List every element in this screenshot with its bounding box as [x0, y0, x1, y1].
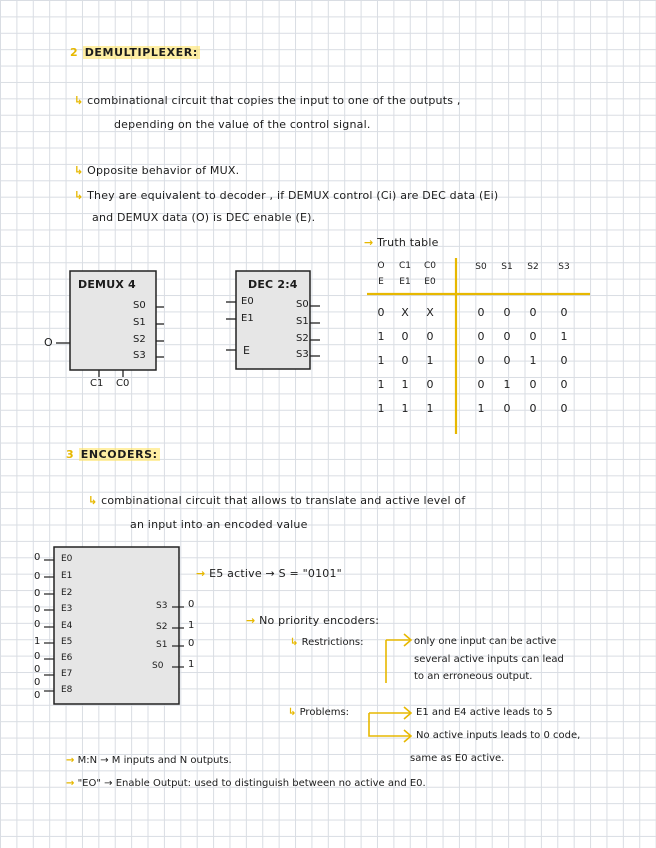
th-c0: C0: [423, 261, 436, 271]
restrictions-label: [290, 637, 363, 648]
cell: 0: [560, 354, 568, 367]
enc-output-s2: S2: [156, 622, 168, 632]
arrow-icon: →: [246, 614, 256, 627]
section-number: 3: [66, 448, 75, 461]
th-c1: C1: [398, 261, 411, 271]
note-mn: [66, 755, 232, 766]
restriction-line: only one input can be active: [414, 636, 557, 647]
cell: 1: [377, 354, 385, 367]
note-2-text: They are equivalent to decoder , if DEMUX control (Ci) are DEC data (Ei): [87, 189, 499, 202]
note-mn-text: M:N → M inputs and N outputs.: [77, 755, 232, 766]
enc-output-value: 0: [188, 638, 195, 649]
cell: 1: [560, 330, 568, 343]
cell: 0: [477, 330, 485, 343]
th-e1: E1: [399, 277, 411, 287]
cell: 0: [401, 330, 409, 343]
section-title: ENCODERS:: [80, 448, 158, 461]
cell: 0: [503, 354, 511, 367]
enc-input-value: 0: [34, 677, 41, 688]
cell: 0: [529, 378, 537, 391]
dec-enable: E: [243, 344, 251, 357]
truth-table-title-text: Truth table: [377, 236, 439, 249]
definition-line-1: combinational circuit that allows to translate and active level of: [101, 494, 466, 507]
demux-control-c1: C1: [90, 378, 104, 389]
encoder-definition: [88, 494, 465, 507]
dec-block-title: DEC 2:4: [248, 278, 298, 291]
enc-input-value: 0: [34, 604, 41, 615]
bullet-arrow-icon: ↳: [88, 494, 98, 507]
cell: 1: [529, 354, 537, 367]
th-e: E: [378, 277, 384, 287]
enc-output-value: 1: [188, 659, 195, 670]
demux-block-title: DEMUX 4: [78, 278, 136, 291]
bullet-arrow-icon: ↳: [74, 164, 84, 177]
cell: 0: [477, 306, 485, 319]
demux-output-s2: S2: [133, 334, 146, 345]
section-number: 2: [70, 46, 79, 59]
dec-input-e0: E0: [241, 296, 254, 307]
cell: 0: [529, 306, 537, 319]
cell: 1: [401, 402, 409, 415]
problems-label: [288, 707, 349, 718]
note-eo: [66, 778, 426, 789]
truth-table-title: [364, 236, 439, 249]
demux-output-s3: S3: [133, 350, 146, 361]
note-eo-text: "EO" → Enable Output: used to distinguish between no active and E0.: [77, 778, 426, 789]
cell: 1: [377, 402, 385, 415]
dec-output-s2: S2: [296, 333, 309, 344]
cell: 1: [377, 330, 385, 343]
enc-output-s0: S0: [152, 661, 164, 671]
cell: 1: [426, 354, 434, 367]
cell: 0: [529, 330, 537, 343]
cell: 1: [503, 378, 511, 391]
enc-input-e6: E6: [61, 653, 73, 663]
th-e0: E0: [424, 277, 436, 287]
bullet-arrow-icon: ↳: [290, 637, 299, 648]
restriction-line: several active inputs can lead: [414, 654, 564, 665]
enc-input-value: 0: [34, 690, 41, 701]
note-1-text: Opposite behavior of MUX.: [87, 164, 240, 177]
problem-line: E1 and E4 active leads to 5: [416, 707, 553, 718]
section-3-heading: [66, 448, 160, 461]
cell: 0: [560, 402, 568, 415]
problems-label-text: Problems:: [299, 707, 350, 718]
encoder-definition-line-2: an input into an encoded value: [130, 518, 308, 531]
arrow-icon: →: [364, 236, 374, 249]
enc-input-value: 0: [34, 664, 41, 675]
enc-output-value: 0: [188, 599, 195, 610]
cell: 0: [426, 378, 434, 391]
enc-input-e3: E3: [61, 604, 73, 614]
th-s3: S3: [558, 262, 570, 272]
cell: 0: [529, 402, 537, 415]
enc-input-e2: E2: [61, 588, 73, 598]
cell: 1: [401, 378, 409, 391]
no-priority-text: No priority encoders:: [259, 614, 380, 627]
no-priority-heading: [246, 614, 379, 627]
enc-input-value: 0: [34, 588, 41, 599]
cell: 0: [477, 378, 485, 391]
th-s1: S1: [501, 262, 513, 272]
arrow-icon: →: [196, 567, 206, 580]
cell: 0: [503, 402, 511, 415]
enc-input-value: 0: [34, 552, 41, 563]
demux-definition-line-2: depending on the value of the control signal.: [114, 118, 371, 131]
cell: 1: [377, 378, 385, 391]
enc-output-s1: S1: [156, 640, 168, 650]
cell: 0: [477, 354, 485, 367]
demux-input-label: O: [44, 336, 53, 349]
enc-input-e0: E0: [61, 554, 73, 564]
cell: 0: [503, 306, 511, 319]
restrictions-label-text: Restrictions:: [301, 637, 364, 648]
enc-input-value: 0: [34, 619, 41, 630]
encoder-example: [196, 567, 342, 580]
enc-input-e7: E7: [61, 669, 73, 679]
th-s2: S2: [527, 262, 539, 272]
section-title: DEMULTIPLEXER:: [84, 46, 198, 59]
bullet-arrow-icon: ↳: [74, 94, 84, 107]
demux-control-c0: C0: [116, 378, 130, 389]
dec-output-s3: S3: [296, 349, 309, 360]
bullet-arrow-icon: ↳: [74, 189, 84, 202]
dec-output-s0: S0: [296, 299, 309, 310]
demux-output-s0: S0: [133, 300, 146, 311]
dec-output-s1: S1: [296, 316, 309, 327]
cell: 0: [401, 354, 409, 367]
cell: X: [401, 306, 409, 319]
cell: 1: [426, 402, 434, 415]
enc-input-e8: E8: [61, 685, 73, 695]
arrow-icon: →: [66, 755, 75, 766]
cell: 0: [503, 330, 511, 343]
dec-input-e1: E1: [241, 313, 254, 324]
cell: X: [426, 306, 434, 319]
encoder-example-text: E5 active → S = "0101": [209, 567, 342, 580]
restriction-line: to an erroneous output.: [414, 671, 533, 682]
arrow-icon: →: [66, 778, 75, 789]
cell: 0: [377, 306, 385, 319]
th-o: O: [377, 261, 385, 271]
problem-line: same as E0 active.: [410, 753, 505, 764]
cell: 1: [477, 402, 485, 415]
demux-output-s1: S1: [133, 317, 146, 328]
demux-note-2-line-2: and DEMUX data (O) is DEC enable (E).: [92, 211, 316, 224]
enc-output-value: 1: [188, 620, 195, 631]
th-s0: S0: [475, 262, 487, 272]
bullet-arrow-icon: ↳: [288, 707, 297, 718]
problem-line: No active inputs leads to 0 code,: [416, 730, 581, 741]
enc-output-s3: S3: [156, 601, 168, 611]
enc-input-value: 1: [34, 636, 41, 647]
enc-input-value: 0: [34, 651, 41, 662]
enc-input-e1: E1: [61, 571, 73, 581]
definition-line-1: combinational circuit that copies the input to one of the outputs ,: [87, 94, 461, 107]
enc-input-value: 0: [34, 571, 41, 582]
enc-input-e5: E5: [61, 637, 73, 647]
cell: 0: [426, 330, 434, 343]
enc-input-e4: E4: [61, 621, 73, 631]
cell: 0: [560, 378, 568, 391]
cell: 0: [560, 306, 568, 319]
